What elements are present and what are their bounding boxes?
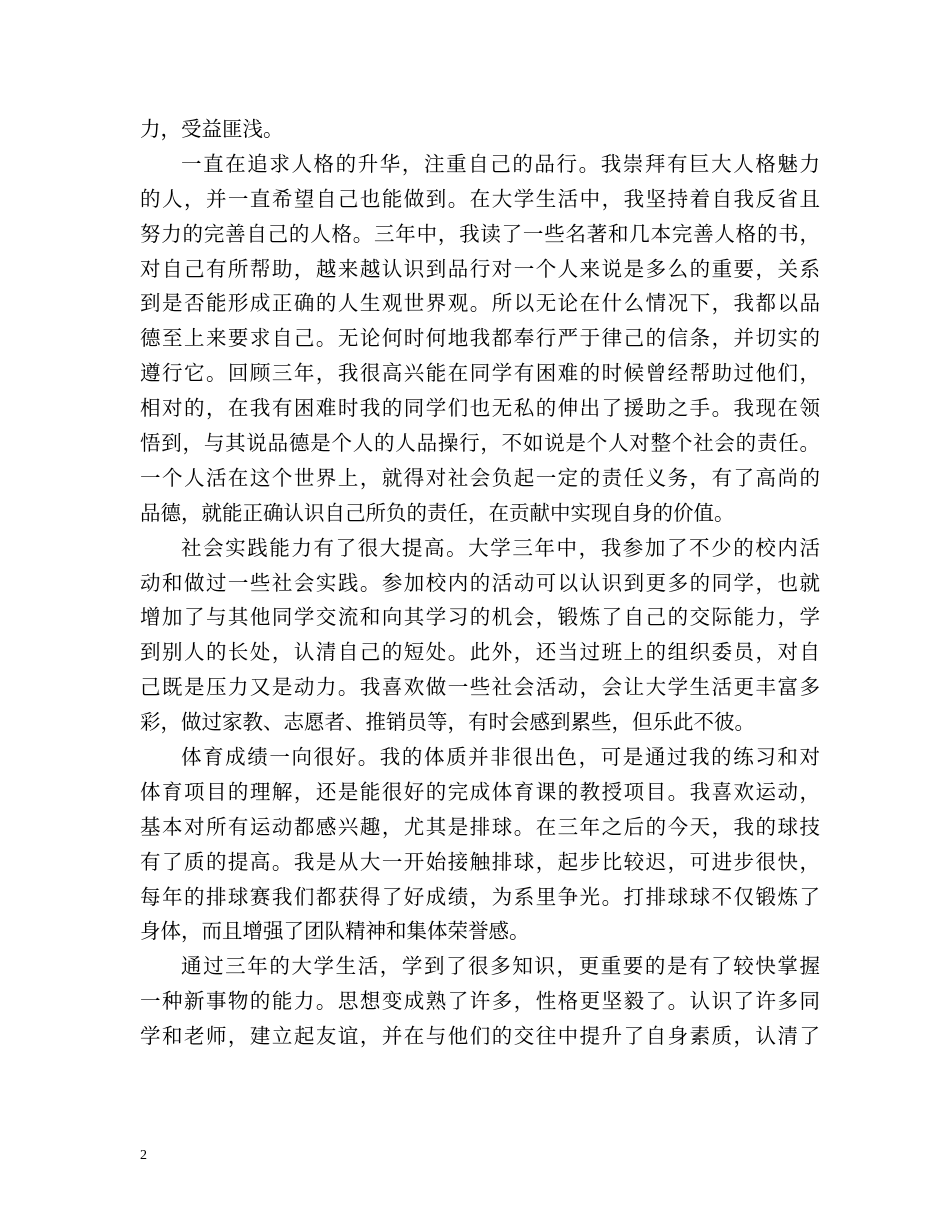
- text-line: 基本对所有运动都感兴趣，尤其是排球。在三年之后的今天，我的球技: [140, 814, 820, 839]
- text-line: 到别人的长处，认清自己的短处。此外，还当过班上的组织委员，对自: [140, 640, 820, 665]
- text-line: 己既是压力又是动力。我喜欢做一些社会活动，会让大学生活更丰富多: [140, 675, 820, 700]
- page-number: 2: [140, 1148, 147, 1163]
- text-line: 相对的，在我有困难时我的同学们也无私的伸出了援助之手。我现在领: [140, 396, 820, 421]
- text-line: 有了质的提高。我是从大一开始接触排球，起步比较迟，可进步很快，: [140, 849, 820, 874]
- text-line: 悟到，与其说品德是个人的人品操行，不如说是个人对整个社会的责任。: [140, 431, 820, 456]
- text-line: 一种新事物的能力。思想变成熟了许多，性格更坚毅了。认识了许多同: [140, 989, 820, 1014]
- text-line: 遵行它。回顾三年，我很高兴能在同学有困难的时候曾经帮助过他们，: [140, 361, 820, 386]
- text-line: 每年的排球赛我们都获得了好成绩，为系里争光。打排球球不仅锻炼了: [140, 884, 820, 909]
- text-line: 通过三年的大学生活，学到了很多知识，更重要的是有了较快掌握: [181, 954, 820, 979]
- text-line: 力，受益匪浅。: [140, 117, 284, 141]
- text-line: 对自己有所帮助，越来越认识到品行对一个人来说是多么的重要，关系: [140, 256, 820, 281]
- text-line: 的人，并一直希望自己也能做到。在大学生活中，我坚持着自我反省且: [140, 186, 820, 211]
- text-line: 体育成绩一向很好。我的体质并非很出色，可是通过我的练习和对: [181, 745, 820, 770]
- text-line: 一直在追求人格的升华，注重自己的品行。我崇拜有巨大人格魅力: [181, 151, 820, 176]
- text-line: 一个人活在这个世界上，就得对社会负起一定的责任义务，有了高尚的: [140, 465, 820, 490]
- text-line: 增加了与其他同学交流和向其学习的机会，锻炼了自己的交际能力，学: [140, 605, 820, 630]
- text-line: 品德，就能正确认识自己所负的责任，在贡献中实现自身的价值。: [140, 500, 735, 525]
- text-line: 努力的完善自己的人格。三年中，我读了一些名著和几本完善人格的书，: [140, 221, 820, 246]
- text-line: 彩，做过家教、志愿者、推销员等，有时会感到累些，但乐此不彼。: [140, 710, 755, 735]
- text-line: 身体，而且增强了团队精神和集体荣誉感。: [140, 919, 530, 944]
- text-line: 动和做过一些社会实践。参加校内的活动可以认识到更多的同学，也就: [140, 570, 820, 595]
- body-text: [140, 112, 820, 1054]
- text-line: 社会实践能力有了很大提高。大学三年中，我参加了不少的校内活: [181, 535, 820, 560]
- text-line: 德至上来要求自己。无论何时何地我都奉行严于律己的信条，并切实的: [140, 326, 820, 351]
- text-line: 到是否能形成正确的人生观世界观。所以无论在什么情况下，我都以品: [140, 291, 820, 316]
- text-line: 学和老师，建立起友谊，并在与他们的交往中提升了自身素质，认清了: [140, 1024, 820, 1049]
- text-line: 体育项目的理解，还是能很好的完成体育课的教授项目。我喜欢运动，: [140, 779, 820, 804]
